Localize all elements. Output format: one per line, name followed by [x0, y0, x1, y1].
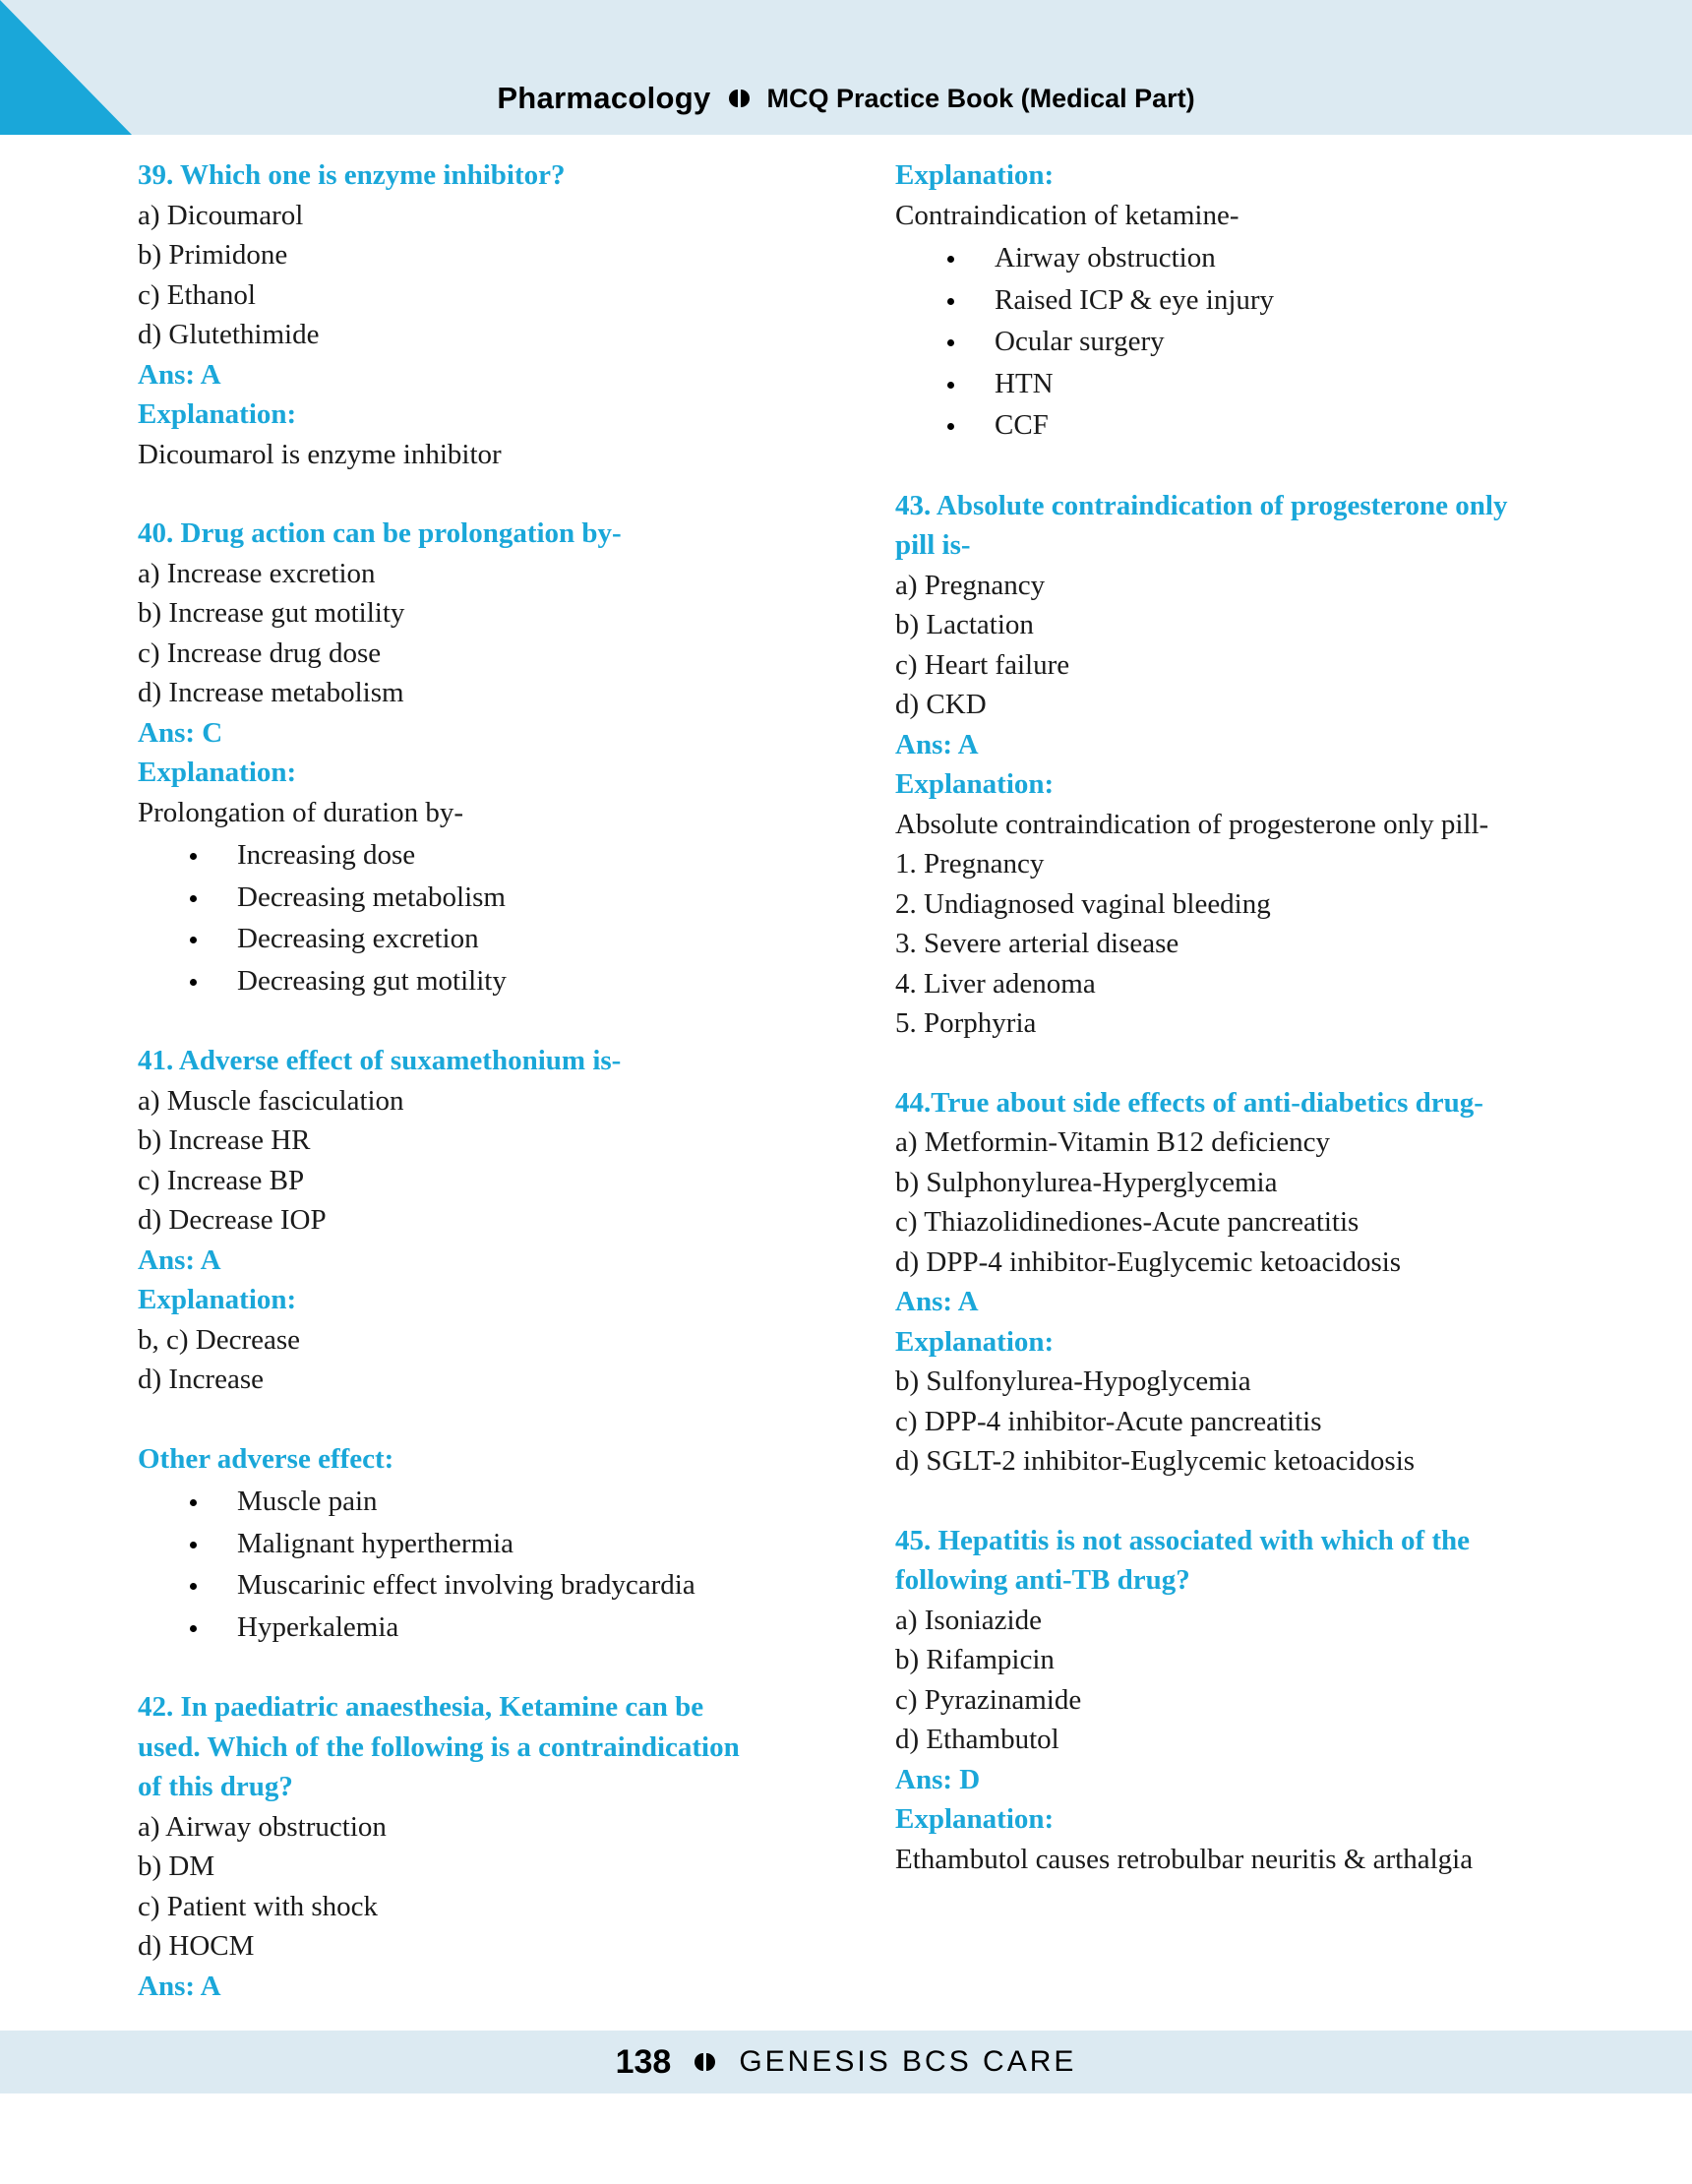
question-text: 43. Absolute contraindication of progesterone only: [895, 489, 1508, 521]
option-a: a) Dicoumarol: [138, 199, 304, 231]
left-column: [138, 155, 885, 2006]
option-c: c) Patient with shock: [138, 1890, 379, 1922]
explanation-label: Explanation:: [895, 768, 1055, 800]
question-44: [895, 1083, 1535, 1482]
answer: Ans: A: [895, 1286, 979, 1317]
question-45: [895, 1521, 1535, 1880]
page-number: 138: [615, 2042, 672, 2081]
option-c: c) Increase BP: [138, 1164, 305, 1196]
question-text: 42. In paediatric anaesthesia, Ketamine can be: [138, 1691, 704, 1723]
explanation-line: d) SGLT-2 inhibitor-Euglycemic ketoacidosis: [895, 1445, 1416, 1477]
header-subject: Pharmacology: [497, 81, 711, 115]
header-title: [0, 77, 1692, 120]
option-d: d) Increase metabolism: [138, 677, 404, 708]
option-b: b) DM: [138, 1850, 215, 1882]
explanation-label: Explanation:: [895, 1325, 1055, 1358]
explanation-bullets: [895, 237, 1535, 447]
question-text: 39. Which one is enzyme inhibitor?: [138, 159, 566, 191]
answer: Ans: C: [138, 716, 223, 749]
explanation-label: Explanation:: [895, 159, 1055, 191]
explanation-bullets: [138, 1481, 885, 1648]
option-c: c) Increase drug dose: [138, 637, 382, 669]
bullet-item: Raised ICP & eye injury: [895, 279, 1535, 322]
bullet-item: CCF: [895, 404, 1535, 447]
answer: Ans: A: [138, 358, 221, 391]
explanation-label: Explanation:: [138, 398, 297, 430]
bullet-item: Muscle pain: [138, 1481, 885, 1523]
numbered-item: 2. Undiagnosed vaginal bleeding: [895, 887, 1271, 920]
explanation-bullets: [138, 834, 885, 1001]
explanation-text: Prolongation of duration by-: [138, 796, 464, 828]
bullet-item: Ocular surgery: [895, 321, 1535, 363]
explanation-text: Contraindication of ketamine-: [895, 199, 1239, 231]
bullet-item: Muscarinic effect involving bradycardia: [138, 1564, 885, 1607]
option-b: b) Primidone: [138, 239, 288, 271]
option-c: c) Thiazolidinediones-Acute pancreatitis: [895, 1206, 1360, 1238]
explanation-line: d) Increase: [138, 1364, 264, 1395]
option-a: a) Airway obstruction: [138, 1810, 387, 1843]
option-a: a) Muscle fasciculation: [138, 1084, 404, 1117]
question-42: [138, 1687, 885, 2006]
option-b: b) Increase HR: [138, 1124, 311, 1156]
header-book-title: MCQ Practice Book (Medical Part): [766, 83, 1195, 113]
answer: Ans: D: [895, 1763, 981, 1795]
answer: Ans: A: [138, 1970, 221, 2002]
explanation-text: Dicoumarol is enzyme inhibitor: [138, 438, 502, 470]
bullet-item: Decreasing gut motility: [138, 960, 885, 1002]
separator-icon: [729, 90, 750, 107]
option-b: b) Rifampicin: [895, 1644, 1055, 1675]
question-43: [895, 486, 1535, 1044]
question-39: [138, 155, 885, 474]
bullet-item: Hyperkalemia: [138, 1607, 885, 1649]
question-text: of this drug?: [138, 1771, 293, 1802]
bullet-item: Airway obstruction: [895, 237, 1535, 279]
right-column: [895, 155, 1535, 1879]
bullet-item: Malignant hyperthermia: [138, 1523, 885, 1565]
bullet-item: HTN: [895, 363, 1535, 405]
explanation-text: Absolute contraindication of progesterone only pill-: [895, 808, 1489, 840]
question-40: [138, 514, 885, 1001]
option-d: d) DPP-4 inhibitor-Euglycemic ketoacidosis: [895, 1245, 1402, 1278]
question-41: [138, 1041, 885, 1648]
question-text: pill is-: [895, 529, 971, 561]
explanation-line: b) Sulfonylurea-Hypoglycemia: [895, 1365, 1251, 1397]
explanation-label: Explanation:: [895, 1803, 1055, 1835]
option-a: a) Isoniazide: [895, 1604, 1042, 1636]
numbered-item: 4. Liver adenoma: [895, 967, 1096, 1000]
bullet-item: Decreasing excretion: [138, 918, 885, 960]
answer: Ans: A: [895, 728, 979, 760]
option-a: a) Increase excretion: [138, 557, 376, 589]
explanation-line: c) DPP-4 inhibitor-Acute pancreatitis: [895, 1405, 1322, 1437]
option-c: c) Pyrazinamide: [895, 1683, 1082, 1716]
question-text: used. Which of the following is a contraindication: [138, 1730, 740, 1763]
option-d: d) HOCM: [138, 1930, 255, 1962]
explanation-line: b, c) Decrease: [138, 1323, 301, 1356]
question-text: 40. Drug action can be prolongation by-: [138, 517, 622, 549]
question-text: 41. Adverse effect of suxamethonium is-: [138, 1045, 622, 1076]
option-b: b) Increase gut motility: [138, 597, 405, 629]
option-a: a) Metformin-Vitamin B12 deficiency: [895, 1126, 1330, 1158]
explanation-text: Ethambutol causes retrobulbar neuritis & arthalgia: [895, 1843, 1474, 1875]
numbered-item: 1. Pregnancy: [895, 848, 1045, 880]
bullet-item: Increasing dose: [138, 834, 885, 877]
option-d: d) Glutethimide: [138, 319, 320, 350]
question-text: following anti-TB drug?: [895, 1564, 1190, 1596]
option-d: d) Decrease IOP: [138, 1204, 327, 1236]
option-c: c) Heart failure: [895, 648, 1070, 681]
other-adverse-label: Other adverse effect:: [138, 1442, 394, 1475]
option-a: a) Pregnancy: [895, 569, 1046, 601]
explanation-label: Explanation:: [138, 757, 297, 788]
option-b: b) Sulphonylurea-Hyperglycemia: [895, 1166, 1278, 1198]
answer: Ans: A: [138, 1244, 221, 1276]
question-text: 44.True about side effects of anti-diabetics drug-: [895, 1086, 1483, 1119]
numbered-item: 3. Severe arterial disease: [895, 928, 1179, 959]
option-c: c) Ethanol: [138, 278, 256, 311]
separator-icon: [695, 2053, 715, 2071]
numbered-item: 5. Porphyria: [895, 1007, 1037, 1039]
option-d: d) Ethambutol: [895, 1724, 1059, 1755]
bullet-item: Decreasing metabolism: [138, 877, 885, 919]
option-b: b) Lactation: [895, 609, 1034, 640]
explanation-label: Explanation:: [138, 1284, 297, 1315]
page-header: [0, 0, 1692, 135]
footer-brand: GENESIS BCS CARE: [739, 2045, 1077, 2078]
option-d: d) CKD: [895, 689, 987, 720]
page-footer: [0, 2031, 1692, 2093]
question-text: 45. Hepatitis is not associated with which of the: [895, 1524, 1471, 1556]
question-42-explanation: [895, 155, 1535, 447]
